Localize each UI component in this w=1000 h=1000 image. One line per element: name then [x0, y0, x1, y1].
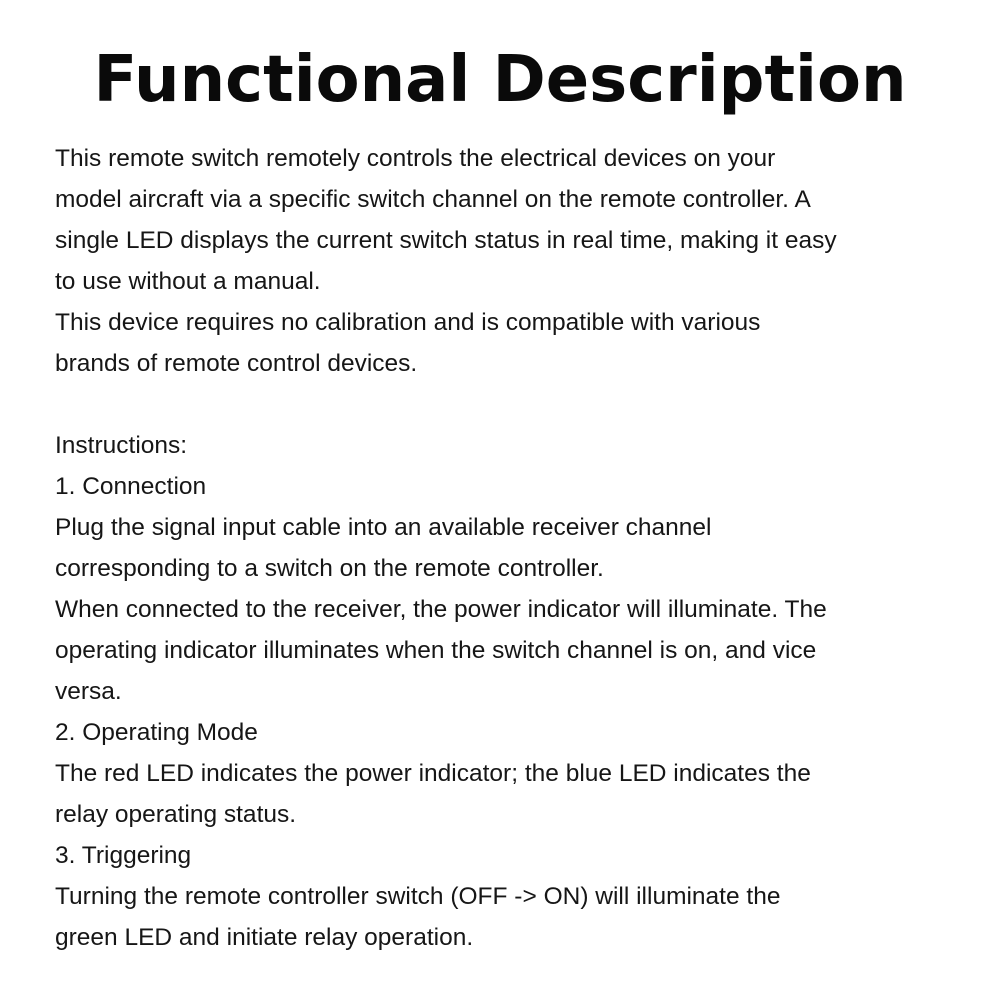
- connection-line: versa.: [55, 678, 122, 705]
- intro-line: This remote switch remotely controls the electrical devices on your: [55, 145, 776, 172]
- triggering-line: Turning the remote controller switch (OFF -> ON) will illuminate the: [55, 883, 781, 910]
- intro-line: This device requires no calibration and is compatible with various: [55, 309, 761, 336]
- paragraph-spacer: [55, 384, 955, 425]
- connection-line: corresponding to a switch on the remote controller.: [55, 555, 604, 582]
- operating-mode-heading: 2. Operating Mode: [55, 719, 258, 746]
- intro-line: single LED displays the current switch status in real time, making it easy: [55, 227, 837, 254]
- instructions-section: [55, 425, 955, 958]
- intro-line: model aircraft via a specific switch channel on the remote controller. A: [55, 186, 811, 213]
- connection-line: operating indicator illuminates when the switch channel is on, and vice: [55, 637, 817, 664]
- connection-line: When connected to the receiver, the power indicator will illuminate. The: [55, 596, 827, 623]
- page-title: Functional Description: [93, 43, 907, 117]
- triggering-heading: 3. Triggering: [55, 842, 192, 869]
- triggering-line: green LED and initiate relay operation.: [55, 924, 474, 951]
- operating-mode-line: relay operating status.: [55, 801, 297, 828]
- instructions-heading: Instructions:: [55, 432, 188, 459]
- operating-mode-line: The red LED indicates the power indicator; the blue LED indicates the: [55, 760, 811, 787]
- intro-line: brands of remote control devices.: [55, 350, 418, 377]
- connection-heading: 1. Connection: [55, 473, 207, 500]
- intro-paragraph: [55, 138, 955, 384]
- intro-line: to use without a manual.: [55, 268, 321, 295]
- connection-line: Plug the signal input cable into an available receiver channel: [55, 514, 712, 541]
- description-body: [55, 138, 955, 958]
